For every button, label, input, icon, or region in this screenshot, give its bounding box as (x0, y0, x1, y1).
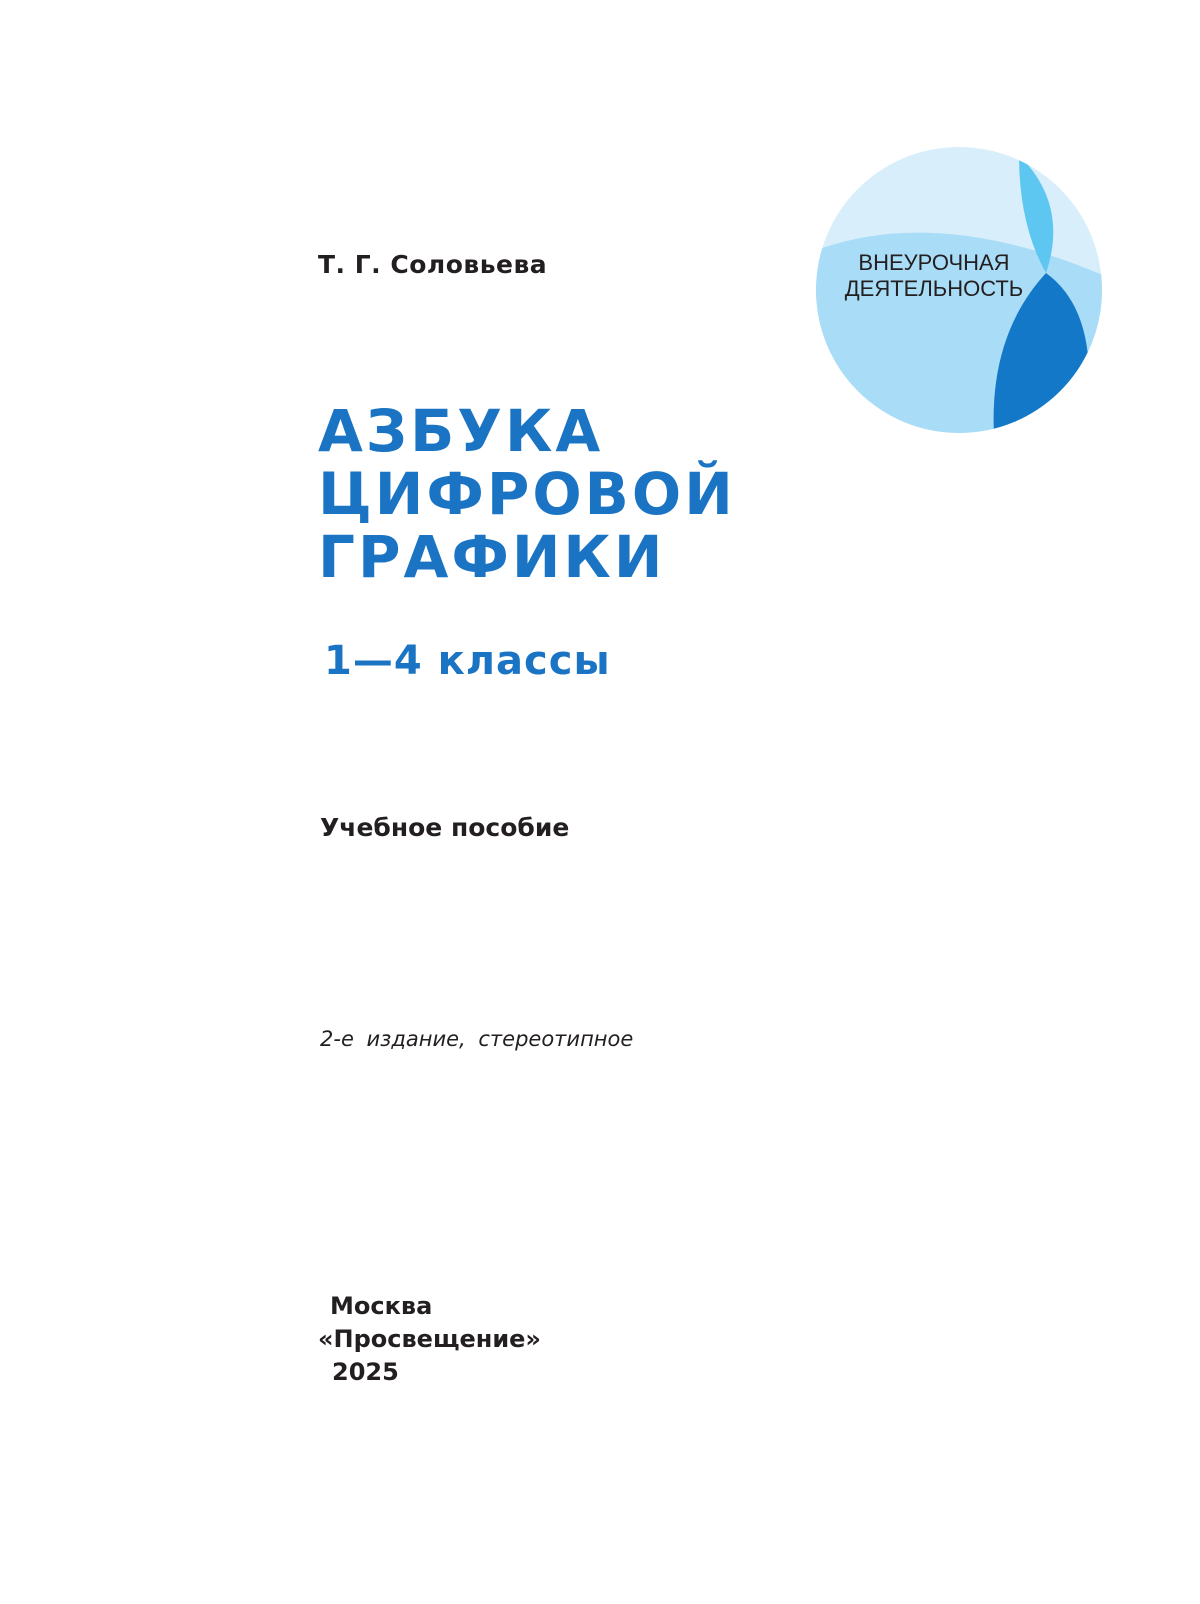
grade-range: 1—4 классы (324, 638, 611, 684)
author-name: Т. Г. Соловьева (318, 250, 548, 279)
book-title-line-1: АЗБУКА (318, 397, 604, 465)
series-badge (814, 145, 1104, 435)
book-type: Учебное пособие (320, 813, 570, 842)
imprint-city: Москва (330, 1292, 433, 1320)
book-title (318, 397, 736, 591)
edition-note: 2-е издание, стереотипное (320, 1027, 634, 1051)
book-title-line-2: ЦИФРОВОЙ (318, 460, 736, 528)
badge-label-line-2: ДЕЯТЕЛЬНОСТЬ (844, 276, 1024, 301)
badge-label-line-1: ВНЕУРОЧНАЯ (858, 250, 1010, 275)
book-title-line-3: ГРАФИКИ (318, 523, 666, 591)
imprint-publisher: «Просвещение» (318, 1325, 541, 1353)
badge-label (814, 250, 1054, 302)
imprint-year: 2025 (332, 1358, 399, 1386)
imprint (318, 1290, 541, 1389)
